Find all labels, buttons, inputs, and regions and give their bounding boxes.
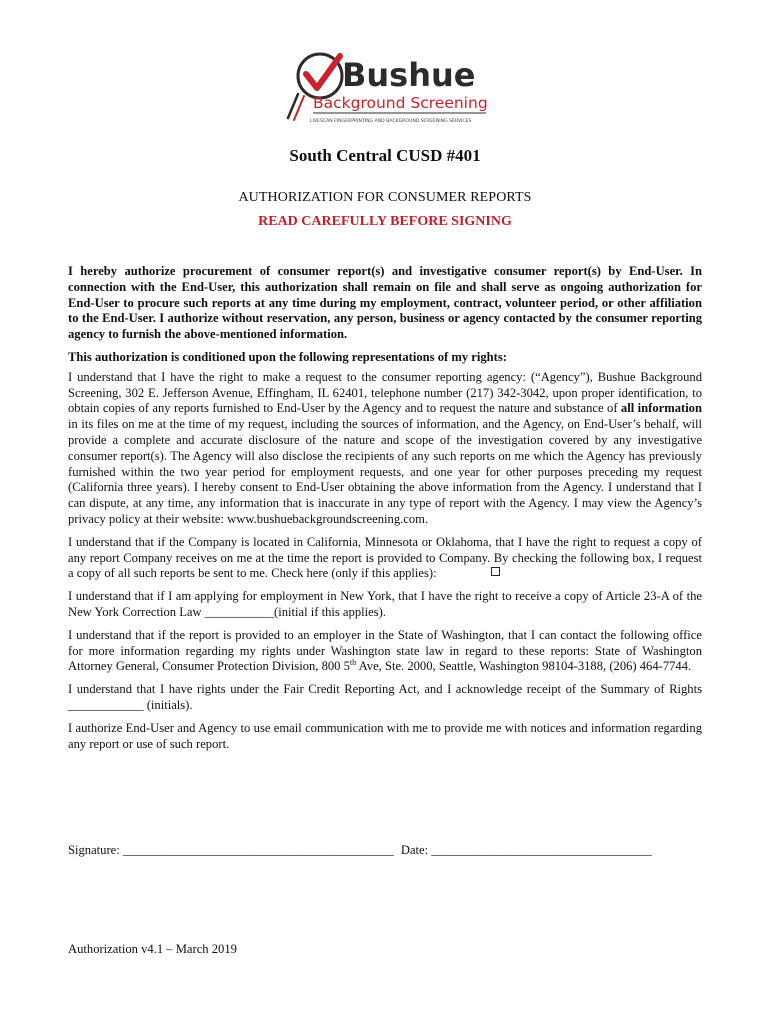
authorization-paragraph: I hereby authorize procurement of consumer report(s) and investigative consumer report(s) by End-User. In connection with the End-User, this authorization shall remain on file and shall serve as ongoing authorization for End-User to procure such reports at any time during my employment, contract, volunteer period, or other affiliation to the End-User. I authorize without reservation, any person, business or agency contacted by the consumer reporting agency to furnish the above-mentioned information. bbox=[68, 264, 702, 342]
signature-field[interactable]: Signature: ___________________________________________ bbox=[68, 843, 394, 857]
school-name: South Central CUSD #401 bbox=[289, 146, 481, 165]
washington-paragraph: I understand that if the report is provided to an employer in the State of Washington, that I can contact the following office for more information regarding my rights under Washington state law in regard to these reports: State of Washington Attorney General, Consumer Protection Division, 800 5th Ave, Ste. 2000, Seattle, Washington 98104-3188, (206) 464-7744. bbox=[68, 627, 702, 674]
warning-text: READ CAREFULLY BEFORE SIGNING bbox=[258, 214, 512, 229]
logo-check-icon bbox=[306, 56, 340, 88]
copy-request-checkbox[interactable] bbox=[491, 567, 500, 576]
conditioned-paragraph: This authorization is conditioned upon the following representations of my rights: bbox=[68, 349, 507, 364]
california-paragraph: I understand that if the Company is located in California, Minnesota or Oklahoma, that I have the right to request a copy of any report Company receives on me at the time the report is provided to Company. By checking the following box, I request a copy of all such reports be sent to me. Check here (only if this applies): bbox=[68, 534, 702, 581]
date-field[interactable]: Date: ___________________________________ bbox=[400, 843, 652, 857]
rights-paragraph: I understand that I have the right to make a request to the consumer reporting agency: (“Agency”), Bushue Background Screening, 302 E. Jefferson Avenue, Effingham, IL 62401, telephone number (217) 342-3042, upon proper identification, to obtain copies of any reports furnished to End-User by the Agency and to request the nature and substance of all information in its files on me at the time of my request, including the sources of information, and the Agency, on End-User’s behalf, will provide a complete and accurate disclosure of the nature and scope of the investigation covered by any investigative consumer report(s). The Agency will also disclose the recipients of any such reports on me which the Agency has previously furnished within the two year period for employment requests, and one year for other purposes preceding my request (California three years). I hereby consent to End-User obtaining the above information from the Agency. I understand that I can dispute, at any time, any information that is inaccurate in any type of report with the Agency. I may view the Agency’s privacy policy at their website: www.bushuebackgroundscreening.com. bbox=[68, 369, 702, 526]
form-title: AUTHORIZATION FOR CONSUMER REPORTS bbox=[238, 190, 532, 205]
logo-tagline-text: LIVESCAN FINGERPRINTING AND BACKGROUND SCREENING SERVICES bbox=[310, 119, 472, 124]
logo-brand-text: Bushue bbox=[342, 56, 476, 94]
fcra-paragraph: I understand that I have rights under the Fair Credit Reporting Act, and I acknowledge receipt of the Summary of Rights ____________ (initials). bbox=[68, 682, 702, 712]
footer-version: Authorization v4.1 – March 2019 bbox=[68, 942, 237, 956]
logo-subtitle-text: Background Screening bbox=[313, 94, 488, 112]
document-body bbox=[68, 264, 702, 759]
all-information-emphasis: all information bbox=[620, 401, 702, 416]
email-paragraph: I authorize End-User and Agency to use email communication with me to provide me with notices and information regarding any report or use of such report. bbox=[68, 720, 702, 751]
signature-row bbox=[68, 843, 708, 858]
bushue-logo bbox=[280, 46, 500, 136]
new-york-paragraph: I understand that if I am applying for employment in New York, that I have the right to receive a copy of Article 23-A of the New York Correction Law ___________(initial if this applies). bbox=[68, 589, 702, 619]
